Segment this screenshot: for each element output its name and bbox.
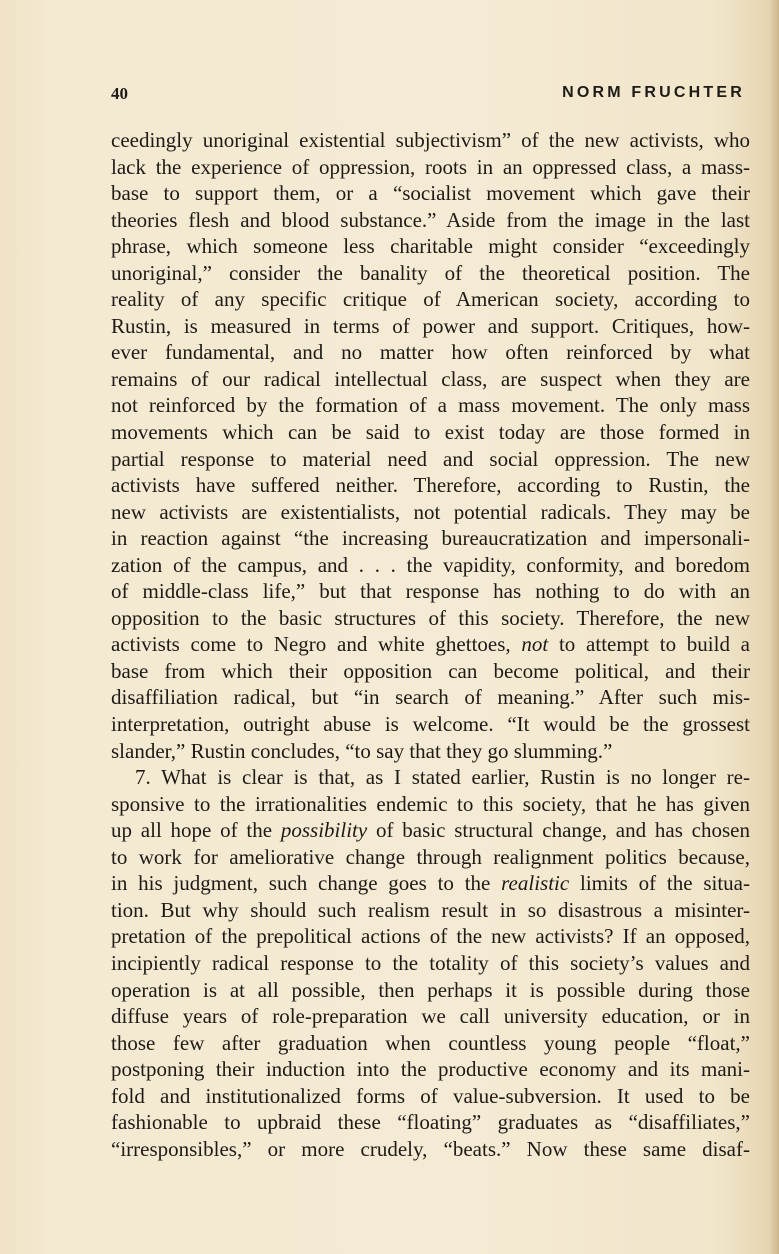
text-segment: limits of the situa-	[569, 871, 750, 896]
text-line: remains of our radical intellectual class, are suspect when they are	[111, 366, 750, 391]
text-segment: in his judgment, such change goes to the	[111, 871, 502, 896]
text-line: base to support them, or a “socialist movement which gave their	[111, 181, 750, 206]
text-line: “irresponsibles,” or more crudely, “beats.” Now these same disaf-	[111, 1136, 750, 1161]
text-line: slander,” Rustin concludes, “to say that they go slumming.”	[111, 738, 613, 763]
text-line: 7. What is clear is that, as I stated earlier, Rustin is no longer re-	[135, 765, 750, 790]
text-line: in reaction against “the increasing bureaucratization and impersonali-	[111, 526, 750, 551]
text-line: fashionable to upbraid these “floating” graduates as “disaffiliates,”	[111, 1110, 750, 1135]
text-line: incipiently radical response to the totality of this society’s values and	[111, 950, 750, 975]
running-head: NORM FRUCHTER	[562, 84, 745, 101]
text-line: tion. But why should such realism result in so disastrous a misinter-	[111, 897, 750, 922]
page-edge-shadow	[769, 0, 779, 1254]
text-line: pretation of the prepolitical actions of the new activists? If an opposed,	[111, 924, 750, 949]
text-line: movements which can be said to exist today are those formed in	[111, 420, 750, 445]
text-segment: to attempt to build a	[548, 632, 750, 657]
text-line	[111, 817, 750, 844]
text-segment: up all hope of the	[111, 818, 281, 843]
text-line: disaffiliation radical, but “in search of meaning.” After such mis-	[111, 685, 750, 710]
text-line: sponsive to the irrationalities endemic to this society, that he has given	[111, 791, 750, 816]
italic-phrase: not	[521, 632, 549, 657]
text-line: new activists are existentialists, not potential radicals. They may be	[111, 499, 750, 524]
page-header	[111, 84, 745, 108]
page-number: 40	[111, 84, 128, 103]
text-line: reality of any specific critique of American society, according to	[111, 287, 750, 312]
text-line: interpretation, outright abuse is welcome. “It would be the grossest	[111, 712, 750, 737]
text-line: fold and institutionalized forms of value-subversion. It used to be	[111, 1083, 750, 1108]
body-text	[111, 127, 750, 1162]
text-line: phrase, which someone less charitable might consider “exceedingly	[111, 234, 750, 259]
text-line: lack the experience of oppression, roots in an oppressed class, a mass-	[111, 154, 750, 179]
text-line: zation of the campus, and . . . the vapidity, conformity, and boredom	[111, 552, 750, 577]
text-line: of middle-class life,” but that response has nothing to do with an	[111, 579, 750, 604]
text-line: not reinforced by the formation of a mass movement. The only mass	[111, 393, 750, 418]
text-line: those few after graduation when countless young people “float,”	[111, 1030, 750, 1055]
italic-phrase: realistic	[501, 871, 570, 896]
text-line: theories flesh and blood substance.” Aside from the image in the last	[111, 207, 750, 232]
text-line	[111, 631, 750, 658]
text-line: ceedingly unoriginal existential subjectivism” of the new activists, who	[111, 128, 750, 152]
italic-phrase: possibility	[280, 818, 368, 843]
text-line: ever fundamental, and no matter how often reinforced by what	[111, 340, 750, 365]
text-line: partial response to material need and social oppression. The new	[111, 446, 750, 471]
text-line: base from which their opposition can become political, and their	[111, 658, 750, 683]
text-segment: of basic structural change, and has chosen	[367, 818, 750, 843]
text-line: postponing their induction into the productive economy and its mani-	[111, 1057, 750, 1082]
text-line: activists have suffered neither. Therefore, according to Rustin, the	[111, 473, 750, 498]
text-line: operation is at all possible, then perhaps it is possible during those	[111, 977, 750, 1002]
text-segment: activists come to Negro and white ghettoes,	[111, 632, 522, 657]
text-line: to work for ameliorative change through realignment politics because,	[111, 844, 750, 869]
text-line: unoriginal,” consider the banality of the theoretical position. The	[111, 260, 750, 285]
text-line	[111, 870, 750, 897]
text-line: diffuse years of role-preparation we call university education, or in	[111, 1004, 750, 1029]
text-line: opposition to the basic structures of this society. Therefore, the new	[111, 605, 750, 630]
text-line: Rustin, is measured in terms of power and support. Critiques, how-	[111, 313, 750, 338]
